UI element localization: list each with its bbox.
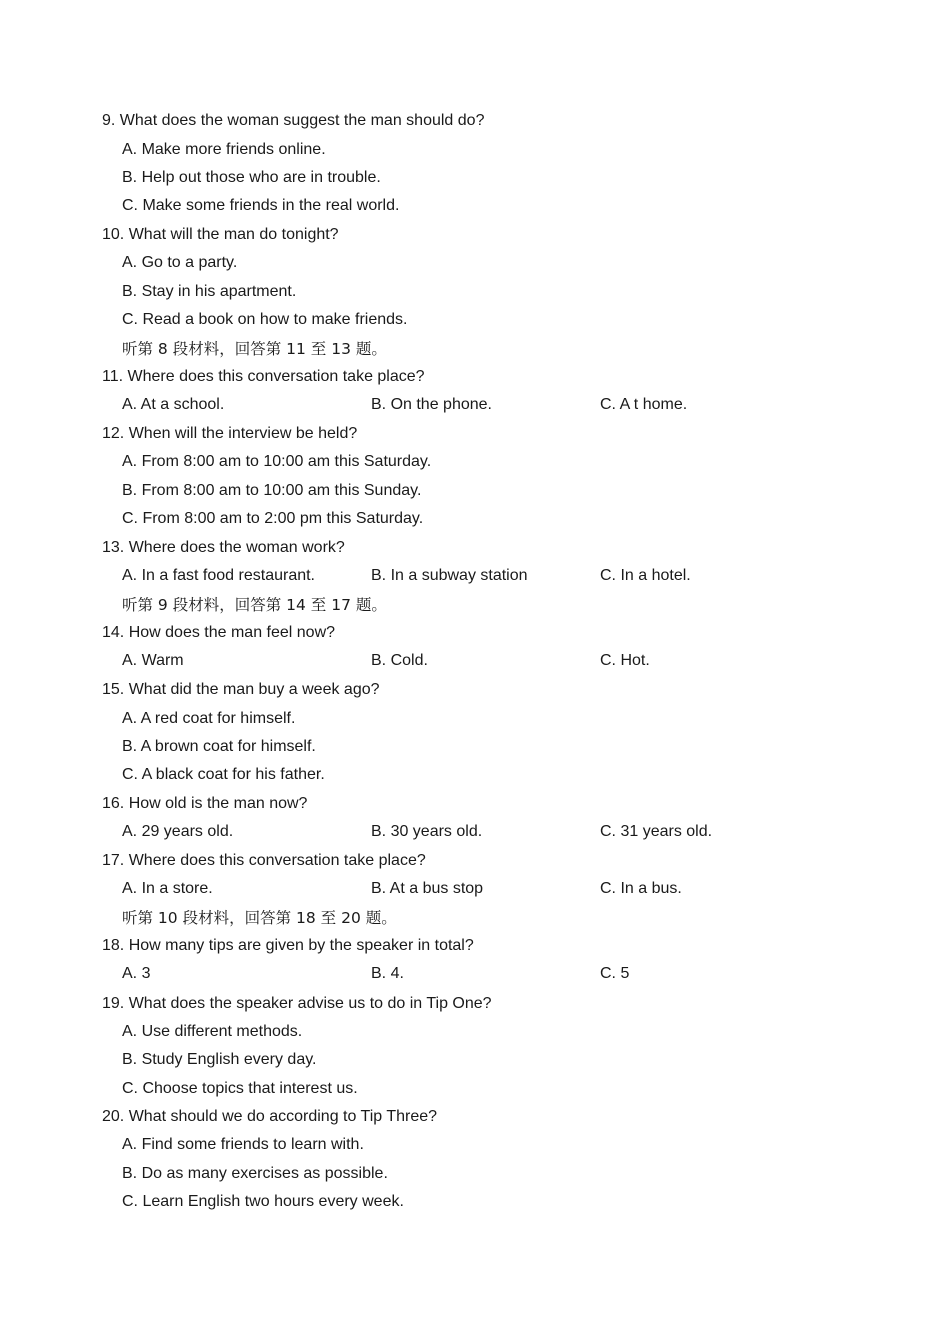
answer-option: A. At a school. (122, 396, 225, 413)
answer-option: C. 31 years old. (600, 823, 713, 840)
answer-option-row (0, 565, 950, 587)
question-text: 18. How many tips are given by the speaker in total? (102, 937, 474, 954)
answer-option: C. Make some friends in the real world. (122, 197, 400, 214)
section-instruction: 听第 10 段材料，回答第 18 至 20 题。 (122, 909, 397, 927)
answer-option: C. Learn English two hours every week. (122, 1193, 404, 1210)
question-text: 13. Where does the woman work? (102, 539, 345, 556)
answer-option: A. Go to a party. (122, 254, 238, 271)
answer-option: B. A brown coat for himself. (122, 738, 316, 755)
answer-option: A. A red coat for himself. (122, 710, 296, 727)
answer-option: A. Find some friends to learn with. (122, 1136, 364, 1153)
answer-option: A. Make more friends online. (122, 141, 326, 158)
answer-option: A. Warm (122, 652, 184, 669)
question-text: 14. How does the man feel now? (102, 624, 336, 641)
answer-option: C. Read a book on how to make friends. (122, 311, 408, 328)
answer-option: A. 3 (122, 965, 151, 982)
answer-option: B. 30 years old. (371, 823, 483, 840)
answer-option: C. From 8:00 am to 2:00 pm this Saturday. (122, 510, 424, 527)
answer-option-row (0, 394, 950, 416)
answer-option: B. On the phone. (371, 396, 492, 413)
section-instruction: 听第 9 段材料，回答第 14 至 17 题。 (122, 596, 387, 614)
answer-option: A. In a store. (122, 880, 213, 897)
question-text: 20. What should we do according to Tip Three? (102, 1108, 438, 1125)
question-text: 16. How old is the man now? (102, 795, 308, 812)
answer-option: C. A black coat for his father. (122, 766, 325, 783)
answer-option-row (0, 650, 950, 672)
answer-option: B. Cold. (371, 652, 428, 669)
answer-option: B. Study English every day. (122, 1051, 317, 1068)
section-instruction: 听第 8 段材料，回答第 11 至 13 题。 (122, 340, 387, 358)
answer-option-row (0, 821, 950, 843)
answer-option-row (0, 963, 950, 985)
answer-option: C. 5 (600, 965, 630, 982)
answer-option: A. 29 years old. (122, 823, 234, 840)
answer-option: B. Help out those who are in trouble. (122, 169, 381, 186)
question-text: 9. What does the woman suggest the man should do? (102, 112, 485, 129)
answer-option: C. Choose topics that interest us. (122, 1080, 358, 1097)
answer-option: B. At a bus stop (371, 880, 484, 897)
question-text: 15. What did the man buy a week ago? (102, 681, 380, 698)
answer-option: A. In a fast food restaurant. (122, 567, 315, 584)
answer-option: A. From 8:00 am to 10:00 am this Saturday. (122, 453, 432, 470)
question-text: 10. What will the man do tonight? (102, 226, 339, 243)
answer-option: A. Use different methods. (122, 1023, 303, 1040)
question-text: 11. Where does this conversation take place? (102, 368, 425, 385)
question-text: 17. Where does this conversation take place? (102, 852, 426, 869)
answer-option-row (0, 878, 950, 900)
answer-option: B. In a subway station (371, 567, 528, 584)
answer-option: B. From 8:00 am to 10:00 am this Sunday. (122, 482, 422, 499)
answer-option: C. In a hotel. (600, 567, 691, 584)
answer-option: C. A t home. (600, 396, 688, 413)
question-text: 19. What does the speaker advise us to do in Tip One? (102, 995, 492, 1012)
answer-option: C. In a bus. (600, 880, 682, 897)
question-text: 12. When will the interview be held? (102, 425, 358, 442)
answer-option: B. Stay in his apartment. (122, 283, 297, 300)
answer-option: B. 4. (371, 965, 404, 982)
answer-option: B. Do as many exercises as possible. (122, 1165, 388, 1182)
answer-option: C. Hot. (600, 652, 650, 669)
